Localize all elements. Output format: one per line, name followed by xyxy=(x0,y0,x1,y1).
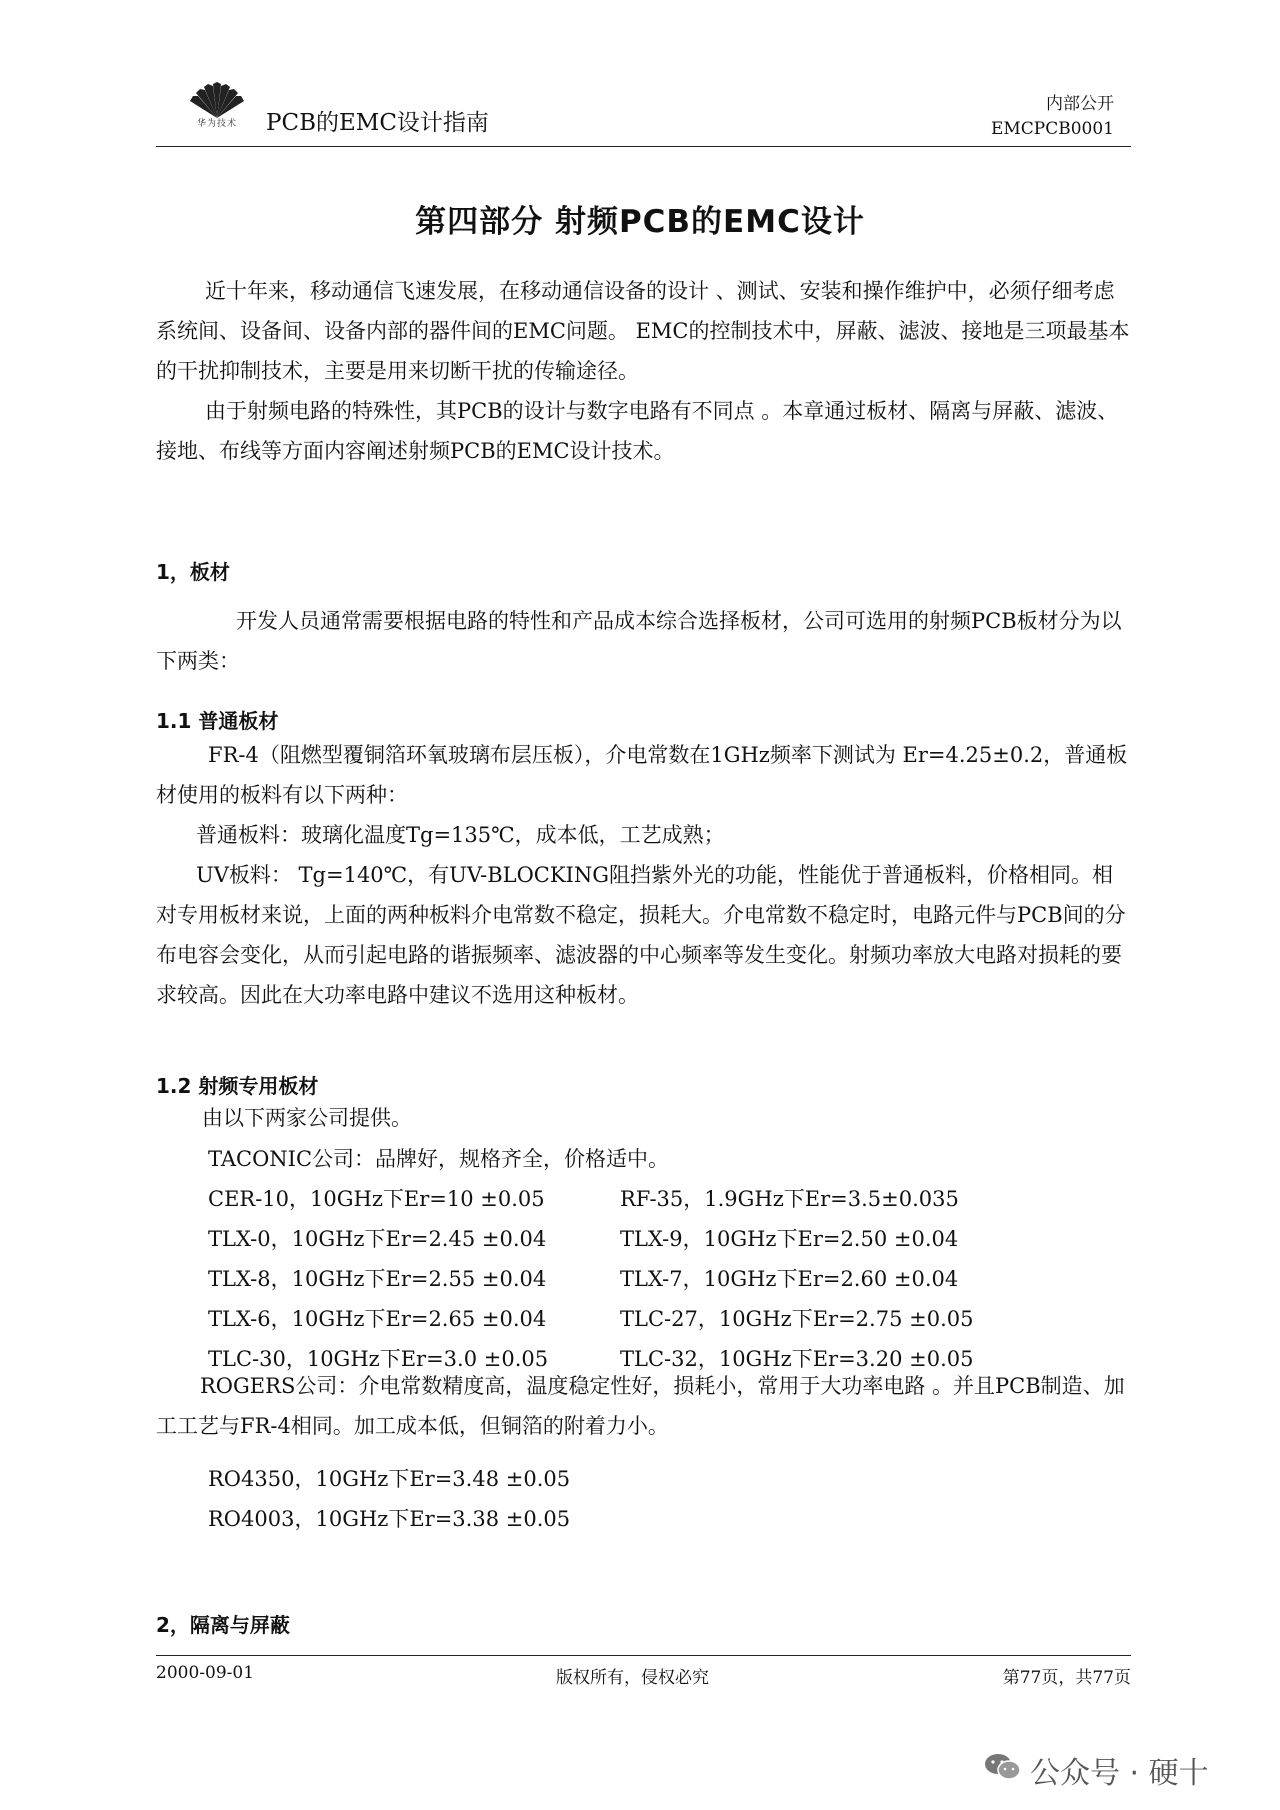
material-spec: TLC-32，10GHz下Er=3.20 ±0.05 xyxy=(620,1347,974,1371)
intro-paragraph: 近十年来，移动通信飞速发展，在移动通信设备的设计 、测试、安装和操作维护中，必须仔细考虑系统间、设备间、设备内部的器件间的EMC问题。 EMC的控制技术中，屏蔽、滤波、接地是三项最基本的干扰抑制技术，主要是用来切断干扰的传输途径。 xyxy=(156,279,1130,383)
chapter-title: 第四部分 射频PCB的EMC设计 xyxy=(415,204,865,240)
section-heading-isolation: 2，隔离与屏蔽 xyxy=(156,1613,290,1637)
watermark-text: 公众号 · 硬十 xyxy=(1030,1756,1209,1791)
material-spec: RF-35，1.9GHz下Er=3.5±0.035 xyxy=(620,1187,959,1211)
rogers-description: ROGERS公司：介电常数精度高，温度稳定性好，损耗小，常用于大功率电路 。并且PCB制造、加工工艺与FR-4相同。加工成本低，但铜箔的附着力小。 xyxy=(156,1374,1125,1438)
section-heading-rf-materials: 1.2 射频专用板材 xyxy=(156,1074,319,1098)
footer-date: 2000-09-01 xyxy=(156,1663,255,1683)
material-spec: TLX-8，10GHz下Er=2.55 ±0.04 xyxy=(208,1267,547,1291)
section-heading-materials: 1，板材 xyxy=(156,560,230,584)
section1-text: 开发人员通常需要根据电路的特性和产品成本综合选择板材，公司可选用的射频PCB板材分为以下两类： xyxy=(156,609,1122,673)
classification-label: 内部公开 xyxy=(1046,94,1114,114)
material-spec: TLC-30，10GHz下Er=3.0 ±0.05 xyxy=(208,1347,549,1371)
rf-materials-intro: 由以下两家公司提供。 xyxy=(202,1106,412,1130)
header-meta xyxy=(991,92,1114,142)
footer-page-number: 第77页，共77页 xyxy=(1002,1668,1131,1688)
material-spec: TLX-6，10GHz下Er=2.65 ±0.04 xyxy=(208,1307,547,1331)
fr4-paragraph: FR-4（阻燃型覆铜箔环氧玻璃布层压板），介电常数在1GHz频率下测试为 Er=4.25±0.2，普通板材使用的板料有以下两种： xyxy=(156,743,1128,807)
taconic-description: TACONIC公司：品牌好，规格齐全，价格适中。 xyxy=(208,1147,670,1171)
footer-copyright: 版权所有，侵权必究 xyxy=(556,1668,709,1688)
section1-paragraph xyxy=(156,601,1131,681)
document-title: PCB的EMC设计指南 xyxy=(266,110,489,136)
material-spec: TLX-7，10GHz下Er=2.60 ±0.04 xyxy=(620,1267,959,1291)
intro-paragraphs xyxy=(156,271,1131,471)
section-heading-common-materials: 1.1 普通板材 xyxy=(156,709,279,733)
material-spec: TLX-9，10GHz下Er=2.50 ±0.04 xyxy=(620,1227,959,1251)
material-spec: RO4350，10GHz下Er=3.48 ±0.05 xyxy=(208,1467,571,1491)
header-rule xyxy=(156,146,1131,147)
uv-material-paragraph: UV板料： Tg=140℃，有UV-BLOCKING阻挡紫外光的功能，性能优于普通板料，价格相同。相对专用板材来说，上面的两种板料介电常数不稳定，损耗大。介电常数不稳定时，电路元件与PCB间的分布电容会变化，从而引起电路的谐振频率、滤波器的中心频率等发生变化。射频功率放大电路对损耗的要求较高。因此在大功率电路中建议不选用这种板材。 xyxy=(156,863,1126,1007)
logo-caption: 华为技术 xyxy=(196,119,237,129)
material-spec: TLC-27，10GHz下Er=2.75 ±0.05 xyxy=(620,1307,974,1331)
section1-1-body xyxy=(156,735,1131,1015)
huawei-logo-icon xyxy=(182,78,252,140)
material-spec: CER-10，10GHz下Er=10 ±0.05 xyxy=(208,1187,545,1211)
rogers-paragraph xyxy=(156,1366,1131,1446)
footer-rule xyxy=(156,1655,1131,1656)
material-spec: RO4003，10GHz下Er=3.38 ±0.05 xyxy=(208,1507,571,1531)
document-number: EMCPCB0001 xyxy=(990,119,1114,139)
wechat-icon xyxy=(983,1752,1023,1782)
intro-paragraph: 由于射频电路的特殊性，其PCB的设计与数字电路有不同点 。本章通过板材、隔离与屏蔽、滤波、接地、布线等方面内容阐述射频PCB的EMC设计技术。 xyxy=(156,399,1119,463)
material-spec: TLX-0，10GHz下Er=2.45 ±0.04 xyxy=(208,1227,547,1251)
common-material-line: 普通板料：玻璃化温度Tg=135℃，成本低，工艺成熟； xyxy=(196,823,725,847)
